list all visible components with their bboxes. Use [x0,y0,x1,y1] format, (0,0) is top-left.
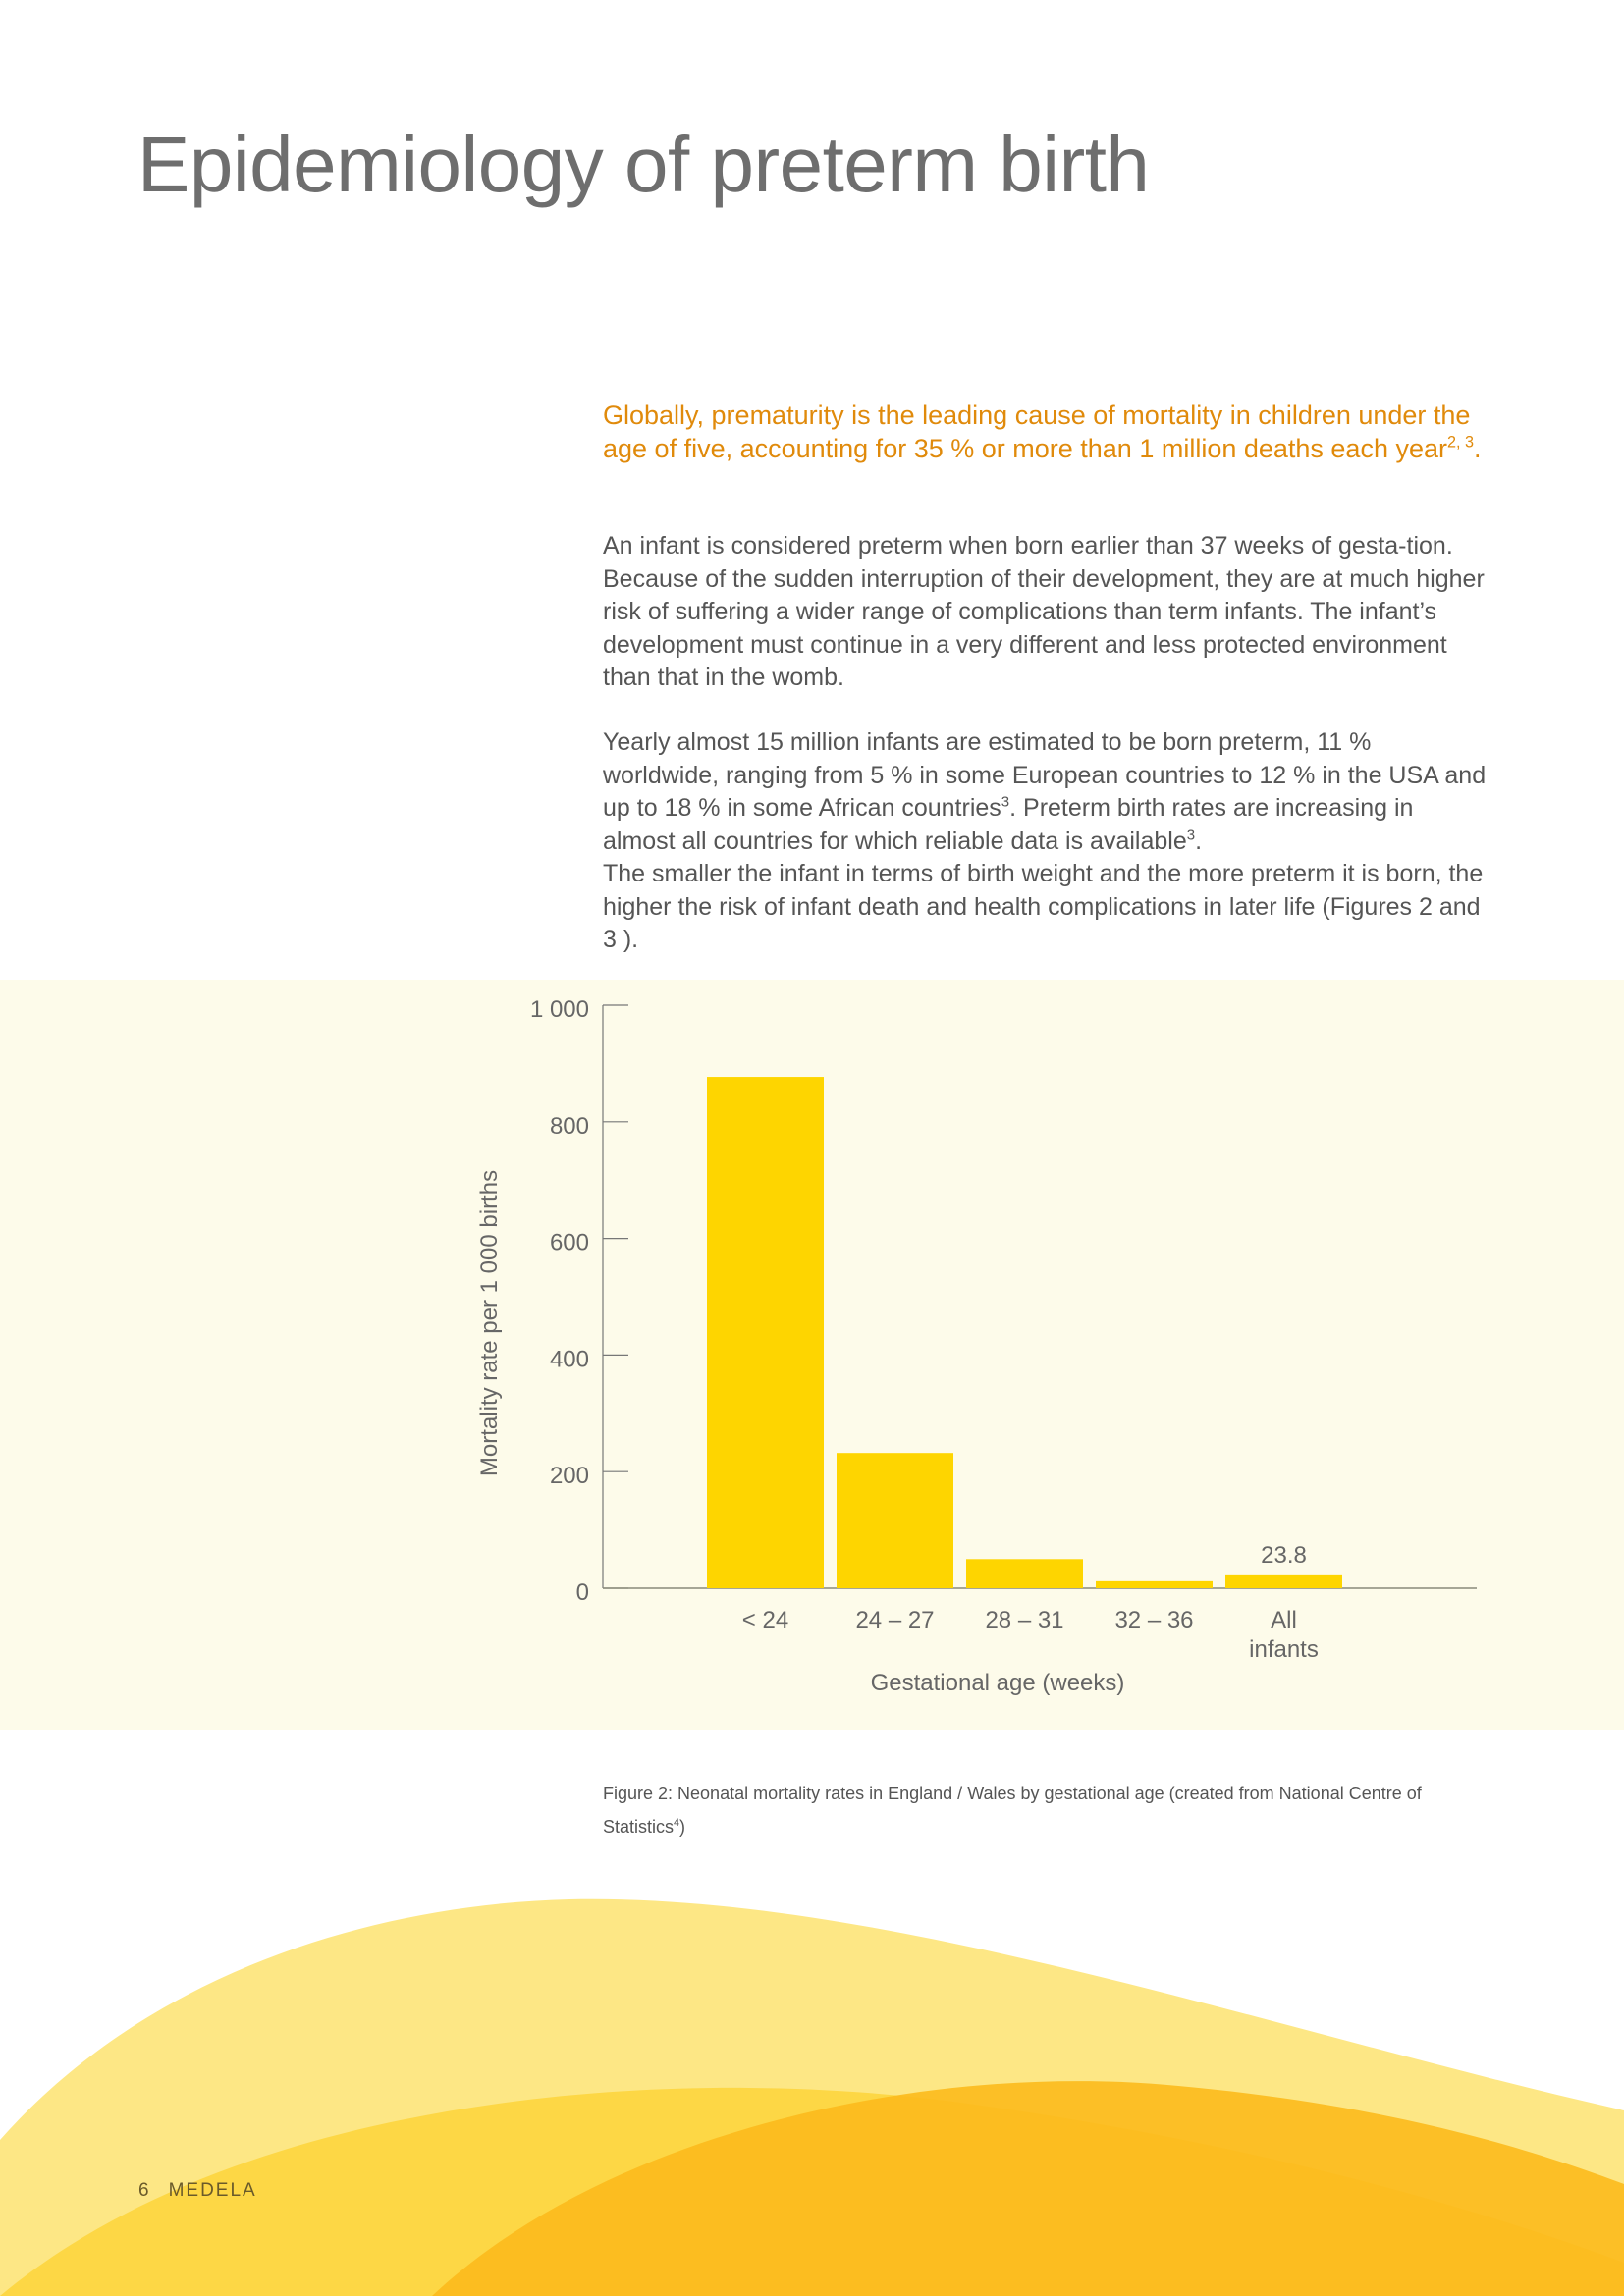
y-tick-label: 600 [549,1229,589,1256]
x-tick-label: 24 – 27 [855,1607,935,1633]
page-footer [138,2180,275,2202]
y-tick-label: 200 [549,1463,589,1490]
body-paragraph-1: An infant is considered preterm when born earlier than 37 weeks of gesta-tion. Because of the sudden interruption of their development, they are at much higher risk of suffering a wider range of complications than term infants. The infant’s development must continue in a very different and less protected environment than that in the womb. [603,532,1485,691]
page-number: 6 [138,2180,151,2201]
bar [707,1077,824,1588]
caption-reference: 4 [674,1816,680,1829]
decorative-waves [0,1865,1624,2296]
y-tick-label: 1 000 [529,996,589,1023]
mortality-bar-chart [0,980,1624,1730]
body-paragraph-2-continued: The smaller the infant in terms of birth weight and the more preterm it is born, the higher the risk of infant death and health complications in later life (Figures 2 and 3 ). [603,860,1484,953]
x-tick-label: 28 – 31 [985,1607,1064,1633]
y-tick-label: 800 [549,1112,589,1140]
lead-text: Globally, prematurity is the leading cause of mortality in children under the age of five, accounting for 35 % or more than 1 million deaths each year [603,400,1471,463]
y-tick-label: 400 [549,1346,589,1373]
x-tick-label: < 24 [741,1607,789,1633]
body-paragraph-2-main [603,726,1491,858]
caption-text: Figure 2: Neonatal mortality rates in England / Wales by gestational age (created from National Centre of Statistics [603,1784,1422,1837]
bar [837,1453,953,1588]
x-tick-label: All [1271,1607,1297,1633]
chart-panel [0,980,1624,1730]
lead-paragraph [603,399,1491,465]
x-axis [603,1588,1477,1663]
y-axis-title: Mortality rate per 1 000 births [476,1169,503,1477]
bar [966,1559,1083,1588]
lead-end: . [1474,434,1482,463]
figure-caption [603,1777,1487,1843]
brand-name: MEDELA [168,2180,257,2201]
bar [1225,1575,1342,1588]
lead-reference: 2, 3 [1447,433,1475,452]
bar [1096,1581,1213,1588]
page-title: Epidemiology of preterm birth [137,121,1150,208]
y-tick-label: 0 [575,1579,589,1606]
body-paragraph-2 [603,726,1491,957]
p2-reference-1: 3 [1001,793,1010,811]
y-axis [530,996,628,1606]
p2-reference-2: 3 [1186,826,1196,843]
x-tick-label: 32 – 36 [1114,1607,1194,1633]
data-label: 23.8 [1261,1541,1307,1569]
caption-end: ) [679,1817,686,1837]
p2-text-2: . Preterm birth rates are increasing in almost all countries for which reliable data is available [603,794,1414,855]
p2-text-3: . [1195,827,1203,855]
x-axis-title: Gestational age (weeks) [870,1670,1125,1696]
p2-text-1: Yearly almost 15 million infants are estimated to be born preterm, 11 % worldwide, ranging from 5 % in some European countries to 12 % in the USA and up to 18 % in some African countries [603,728,1487,822]
x-tick-label: infants [1249,1636,1319,1663]
bars [707,1077,1342,1588]
